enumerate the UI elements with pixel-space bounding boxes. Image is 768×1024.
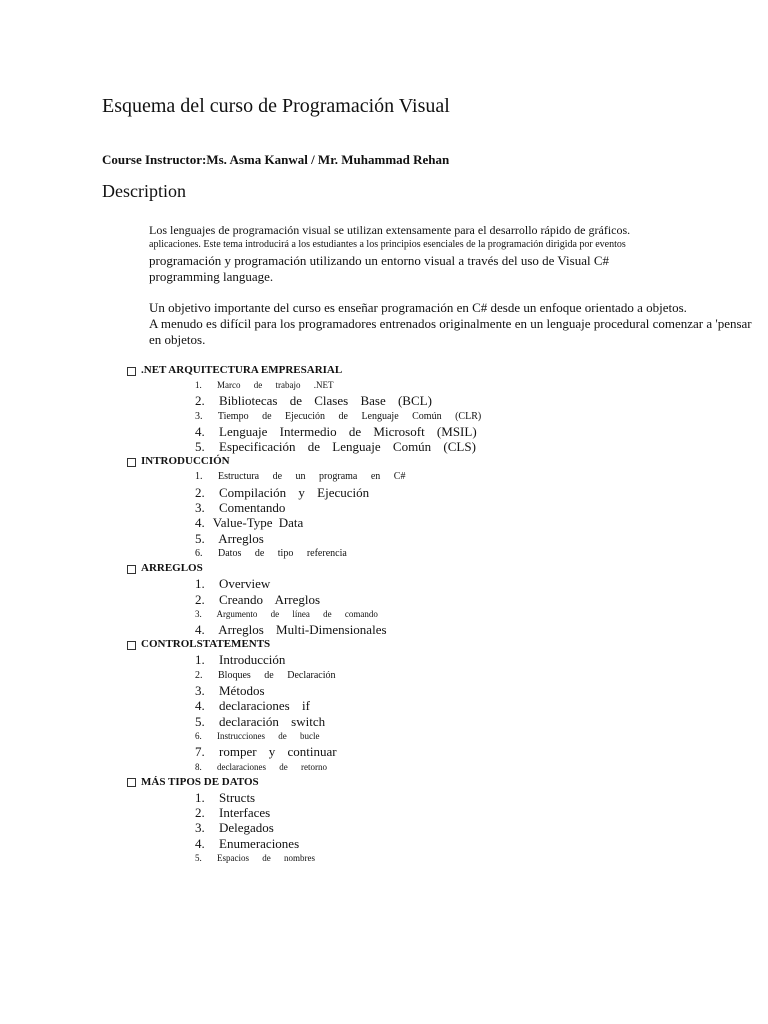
- list-item: [195, 439, 747, 454]
- section-heading: [127, 363, 747, 378]
- list-item: [195, 729, 747, 744]
- paragraph-line: programación y programación utilizando un entorno visual a través del uso de Visual C#: [149, 253, 610, 268]
- list-item-number: 1.: [195, 471, 203, 483]
- list-item: [195, 531, 747, 546]
- list-item-text: Delegados: [219, 820, 274, 836]
- list-item: [195, 485, 747, 500]
- list-item-text: Bloques de Declaración: [218, 669, 336, 681]
- list-item: [195, 500, 747, 515]
- checkbox-bullet-icon: [127, 367, 136, 376]
- section-heading: [127, 637, 747, 652]
- list-item: [195, 820, 747, 835]
- list-item-text: Value-Type Data: [212, 515, 304, 531]
- section-title: .NET ARQUITECTURA EMPRESARIAL: [141, 364, 343, 376]
- list-item-number: 2.: [195, 805, 205, 821]
- list-item-text: Arreglos: [218, 530, 264, 546]
- list-item-number: 5.: [195, 713, 205, 729]
- list-item-number: 1.: [195, 789, 205, 805]
- list-item: [195, 515, 747, 530]
- list-item: [195, 714, 747, 729]
- list-item: [195, 607, 747, 622]
- list-item-number: 3.: [195, 608, 202, 619]
- list-item-number: 4.: [195, 515, 205, 531]
- list-item-number: 5.: [195, 530, 205, 546]
- list-item: [195, 851, 747, 866]
- list-item: [195, 424, 747, 439]
- list-item: [195, 668, 747, 683]
- list-item-text: Datos de tipo referencia: [218, 547, 347, 559]
- paragraph-line: programming language.: [149, 269, 274, 284]
- list-item-text: declaraciones de retorno: [217, 761, 327, 772]
- list-item-text: Argumento de línea de comando: [216, 608, 378, 619]
- list-item: [195, 469, 747, 484]
- list-item-number: 6.: [195, 547, 203, 559]
- section-heading: [127, 561, 747, 576]
- paragraph-line: en objetos.: [149, 332, 206, 347]
- list-item-text: Overview: [219, 576, 271, 592]
- list-item-number: 8.: [195, 761, 202, 772]
- list-item: [195, 760, 747, 775]
- list-item-number: 2.: [195, 484, 205, 500]
- course-instructor: Course Instructor:Ms. Asma Kanwal / Mr. Muhammad Rehan: [102, 152, 450, 167]
- section-title: INTRODUCCIÓN: [141, 455, 230, 468]
- list-item-number: 4.: [195, 835, 205, 851]
- section-title: MÁS TIPOS DE DATOS: [141, 775, 259, 788]
- list-item-number: 1.: [195, 652, 205, 668]
- list-item: [195, 576, 747, 591]
- section-title: CONTROLSTATEMENTS: [141, 638, 271, 651]
- section-title: ARREGLOS: [141, 562, 203, 575]
- list-item-text: Tiempo de Ejecución de Lenguaje Común (CLR): [217, 410, 482, 422]
- paragraph-line: A menudo es difícil para los programadores entrenados originalmente en un lenguaje procedural comenzar a 'pensar: [149, 316, 752, 331]
- checkbox-bullet-icon: [127, 458, 136, 467]
- list-item-number: 5.: [195, 439, 205, 455]
- course-outline: [127, 363, 747, 866]
- description-paragraph-2: [149, 300, 752, 348]
- list-item-number: 1.: [195, 576, 205, 592]
- list-item-text: declaración switch: [219, 713, 326, 729]
- description-heading: Description: [102, 181, 186, 201]
- list-item-text: Enumeraciones: [219, 835, 300, 851]
- list-item-number: 4.: [195, 698, 205, 714]
- list-item-number: 3.: [195, 683, 205, 699]
- page-title: Esquema del curso de Programación Visual: [102, 95, 450, 117]
- list-item-text: Marco de trabajo .NET: [217, 380, 334, 390]
- list-item-text: Structs: [219, 789, 256, 805]
- list-item-number: 3.: [195, 500, 205, 516]
- list-item-number: 2.: [195, 591, 205, 607]
- list-item-number: 2.: [195, 393, 205, 409]
- list-item-number: 4.: [195, 423, 205, 439]
- description-paragraph-1: [149, 222, 749, 284]
- list-item-text: Lenguaje Intermedio de Microsoft (MSIL): [219, 423, 477, 439]
- list-item-text: declaraciones if: [219, 698, 310, 714]
- list-item: [195, 683, 747, 698]
- list-item-text: Bibliotecas de Clases Base (BCL): [219, 393, 432, 409]
- list-item-text: Compilación y Ejecución: [219, 484, 370, 500]
- list-item-text: Métodos: [219, 683, 265, 699]
- list-item: [195, 698, 747, 713]
- paragraph-line: Los lenguajes de programación visual se utilizan extensamente para el desarrollo rápido de gráficos.: [149, 223, 631, 237]
- list-item: [195, 393, 747, 408]
- list-item-text: Espacios de nombres: [217, 853, 315, 864]
- list-item-number: 4.: [195, 622, 205, 638]
- list-item: [195, 790, 747, 805]
- list-item: [195, 378, 747, 393]
- list-item: [195, 652, 747, 667]
- list-item: [195, 836, 747, 851]
- checkbox-bullet-icon: [127, 641, 136, 650]
- list-item-text: Interfaces: [219, 805, 271, 821]
- list-item: [195, 805, 747, 820]
- list-item-text: Instrucciones de bucle: [217, 730, 320, 741]
- checkbox-bullet-icon: [127, 778, 136, 787]
- list-item-number: 3.: [195, 410, 203, 422]
- list-item-text: Comentando: [219, 500, 286, 516]
- list-item-number: 3.: [195, 820, 205, 836]
- list-item-text: romper y continuar: [219, 744, 337, 760]
- list-item-text: Introducción: [219, 652, 286, 668]
- checkbox-bullet-icon: [127, 565, 136, 574]
- list-item-number: 5.: [195, 853, 202, 864]
- paragraph-line: aplicaciones. Este tema introducirá a los estudiantes a los principios esenciales de la programación dirigida por eventos: [149, 239, 626, 250]
- section-heading: [127, 775, 747, 790]
- section-heading: [127, 454, 747, 469]
- list-item-number: 6.: [195, 730, 202, 741]
- list-item: [195, 744, 747, 759]
- paragraph-line: Un objetivo importante del curso es enseñar programación en C# desde un enfoque orientado a objetos.: [149, 300, 687, 315]
- list-item-text: Creando Arreglos: [219, 591, 321, 607]
- list-item-number: 2.: [195, 669, 203, 681]
- list-item: [195, 592, 747, 607]
- list-item-number: 7.: [195, 744, 205, 760]
- list-item-text: Arreglos Multi-Dimensionales: [218, 622, 387, 638]
- list-item: [195, 546, 747, 561]
- list-item-text: Estructura de un programa en C#: [218, 471, 406, 483]
- list-item-number: 1.: [195, 380, 202, 390]
- list-item: [195, 409, 747, 424]
- list-item-text: Especificación de Lenguaje Común (CLS): [219, 439, 476, 455]
- list-item: [195, 622, 747, 637]
